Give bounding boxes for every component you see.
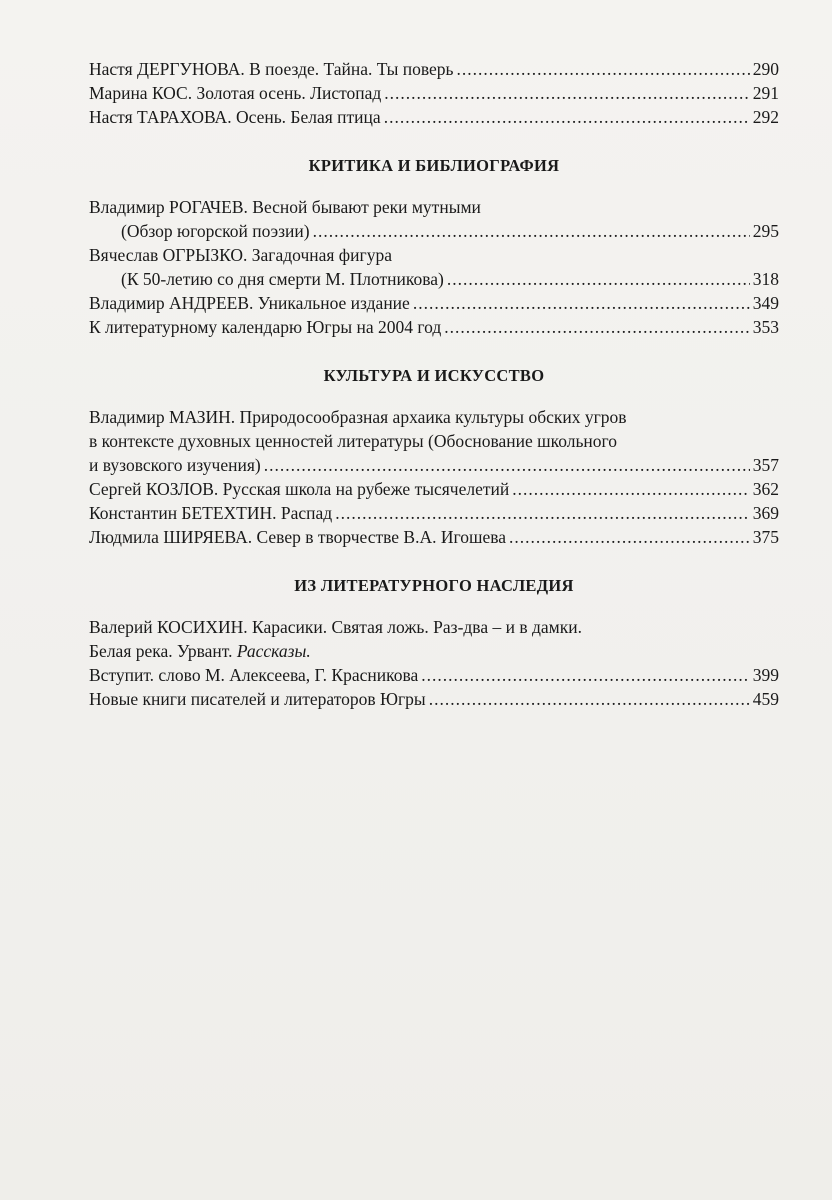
toc-entry-tarakhova (89, 105, 779, 129)
toc-entry-kosikhin-line3 (89, 663, 779, 687)
entry-title: Владимир АНДРЕЕВ. Уникальное издание (89, 293, 410, 313)
toc-entry-andreev (89, 291, 779, 315)
page-number: 295 (752, 221, 779, 241)
dot-leader (444, 315, 750, 339)
dot-leader (413, 291, 750, 315)
page-number: 290 (752, 59, 779, 79)
page-number: 318 (752, 269, 779, 289)
toc-entry-kos (89, 81, 779, 105)
dot-leader (509, 525, 750, 549)
page-number: 349 (752, 293, 779, 313)
dot-leader (384, 105, 750, 129)
toc-entry-mazin-line1: Владимир МАЗИН. Природосообразная архаика культуры обских угров (89, 407, 627, 427)
table-of-contents (89, 57, 779, 711)
toc-entry-dergunova (89, 57, 779, 81)
toc-entry-rogachev-line2 (89, 219, 779, 243)
page-number: 362 (752, 479, 779, 499)
toc-entry-calendar (89, 315, 779, 339)
entry-subtitle: (К 50-летию со дня смерти М. Плотникова) (121, 269, 444, 289)
dot-leader (456, 57, 749, 81)
toc-entry-ogryzko-line1: Вячеслав ОГРЫЗКО. Загадочная фигура (89, 245, 392, 265)
toc-entry-mazin-line3 (89, 453, 779, 477)
dot-leader (264, 453, 750, 477)
toc-entry-kozlov (89, 477, 779, 501)
toc-entry-rogachev-line1: Владимир РОГАЧЕВ. Весной бывают реки мутными (89, 197, 481, 217)
entry-title: К литературному календарю Югры на 2004 год (89, 317, 442, 337)
toc-entry-kosikhin-line2 (89, 639, 779, 663)
entry-title: Константин БЕТЕХТИН. Распад (89, 503, 333, 523)
dot-leader (421, 663, 749, 687)
entry-title: Сергей КОЗЛОВ. Русская школа на рубеже тысячелетий (89, 479, 510, 499)
toc-entry-ogryzko-line2 (89, 267, 779, 291)
dot-leader (447, 267, 750, 291)
toc-entry-betekhtin (89, 501, 779, 525)
entry-title: Настя ДЕРГУНОВА. В поезде. Тайна. Ты поверь (89, 59, 454, 79)
page-number: 291 (752, 83, 779, 103)
entry-subtitle: и вузовского изучения) (89, 455, 261, 475)
page-number: 399 (752, 665, 779, 685)
dot-leader (384, 81, 749, 105)
entry-title: Новые книги писателей и литераторов Югры (89, 689, 426, 709)
entry-subtitle: (Обзор югорской поэзии) (121, 221, 310, 241)
entry-title: Настя ТАРАХОВА. Осень. Белая птица (89, 107, 381, 127)
dot-leader (429, 687, 750, 711)
dot-leader (313, 219, 750, 243)
entry-title: Марина КОС. Золотая осень. Листопад (89, 83, 382, 103)
entry-title: Людмила ШИРЯЕВА. Север в творчестве В.А. Игошева (89, 527, 507, 547)
page-number: 292 (752, 107, 779, 127)
entry-subtitle: Вступит. слово М. Алексеева, Г. Красникова (89, 665, 419, 685)
dot-leader (335, 501, 750, 525)
page-number: 357 (752, 455, 779, 475)
section-heading-heritage: ИЗ ЛИТЕРАТУРНОГО НАСЛЕДИЯ (294, 576, 574, 595)
dot-leader (512, 477, 750, 501)
toc-entry-kosikhin-line1: Валерий КОСИХИН. Карасики. Святая ложь. Раз-два – и в дамки. (89, 617, 582, 637)
page-number: 459 (752, 689, 779, 709)
section-heading-culture: КУЛЬТУРА И ИСКУССТВО (323, 366, 545, 385)
page-number: 375 (752, 527, 779, 547)
entry-titles: Белая река. Урвант. (89, 641, 237, 661)
page-number: 369 (752, 503, 779, 523)
toc-entry-shiryaeva (89, 525, 779, 549)
entry-genre: Рассказы. (236, 641, 311, 661)
section-heading-critique: КРИТИКА И БИБЛИОГРАФИЯ (308, 156, 560, 175)
toc-entry-new-books (89, 687, 779, 711)
toc-entry-mazin-line2: в контексте духовных ценностей литературы (Обоснование школьного (89, 431, 618, 451)
page-number: 353 (752, 317, 779, 337)
